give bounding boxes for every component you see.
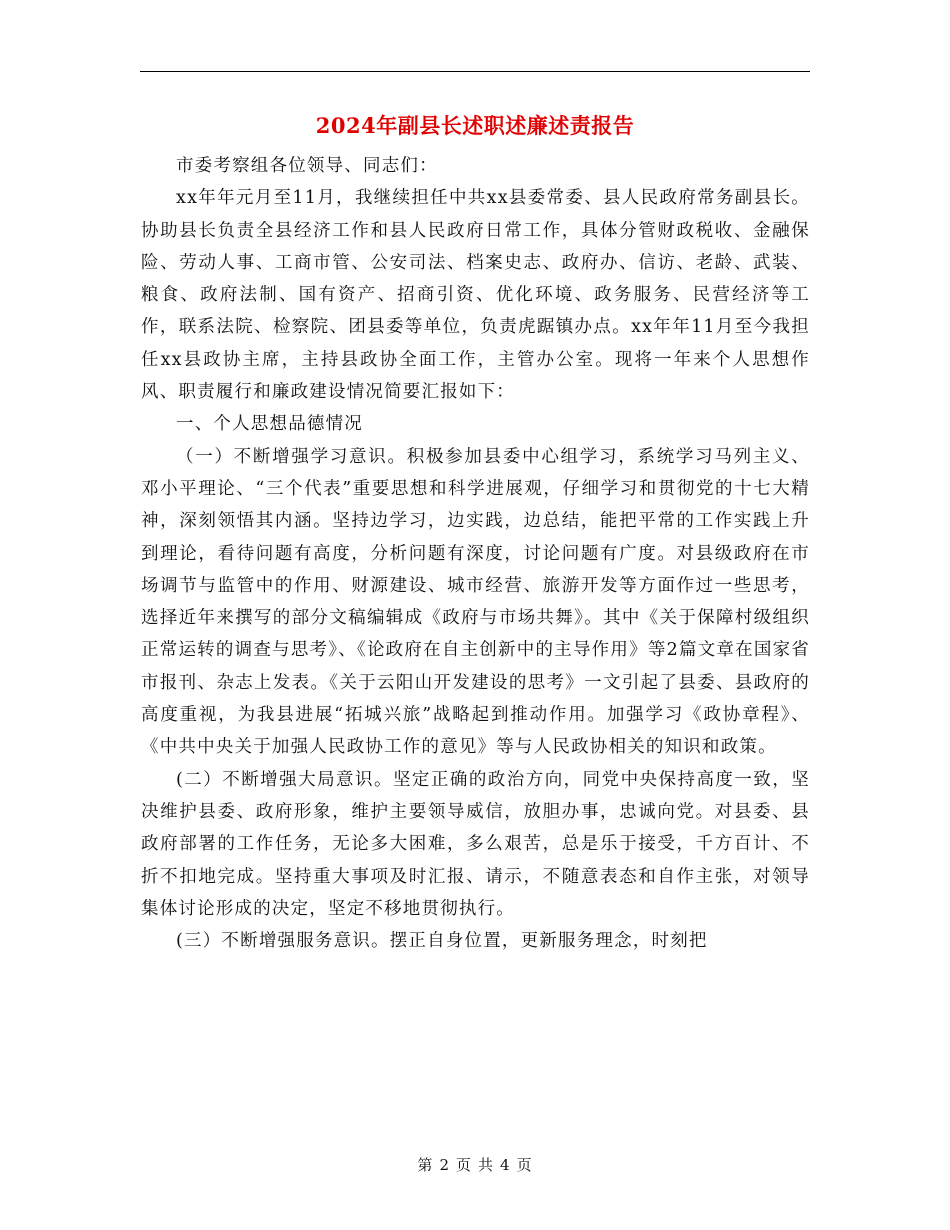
total-label-suffix: 页 [516, 1156, 533, 1174]
paragraph-study-awareness: （一）不断增强学习意识。积极参加县委中心组学习，系统学习马列主义、邓小平理论、“三个代表”重要思想和科学进展观，仔细学习和贯彻党的十七大精神，深刻领悟其内涵。坚持边学习，边实践，边总结，能把平常的工作实践上升到理论，看待问题有高度，分析问题有深度，讨论问题有广度。对县级政府在市场调节与监管中的作用、财源建设、城市经营、旅游开发等方面作过一些思考，选择近年来撰写的部分文稿编辑成《政府与市场共舞》。其中《关于保障村级组织正常运转的调查与思考》、《论政府在自主创新中的主导作用》等2篇文章在国家省市报刊、杂志上发表。《关于云阳山开发建设的思考》一文引起了县委、县政府的高度重视，为我县进展“拓城兴旅”战略起到推动作用。加强学习《政协章程》、《中共中央关于加强人民政协工作的意见》等与人民政协相关的知识和政策。 [141, 446, 810, 758]
header-rule [140, 71, 810, 72]
paragraph-service-awareness: (三）不断增强服务意识。摆正自身位置，更新服务理念，时刻把 [176, 931, 708, 952]
paragraph-intro: xx年年元月至11月，我继续担任中共xx县委常委、县人民政府常务副县长。协助县长负责全县经济工作和县人民政府日常工作，具体分管财政税收、金融保险、劳动人事、工商市管、公安司法、档案史志、政府办、信访、老龄、武装、粮食、政府法制、国有资产、招商引资、优化环境、政务服务、民营经济等工作，联系法院、检察院、团县委等单位，负责虎踞镇办点。xx年年11月至今我担任xx县政协主席，主持县政协全面工作，主管办公室。现将一年来个人思想作风、职责履行和廉政建设情况简要汇报如下： [141, 188, 810, 403]
page-label-mid: 页 [455, 1156, 472, 1174]
page-label-prefix: 第 [417, 1156, 434, 1174]
total-label-prefix: 共 [478, 1156, 495, 1174]
section-heading: 一、个人思想品德情况 [176, 414, 363, 435]
page-footer [140, 1154, 810, 1175]
paragraph-overall-awareness: (二）不断增强大局意识。坚定正确的政治方向，同党中央保持高度一致，坚决维护县委、政府形象，维护主要领导威信，放胆办事，忠诚向党。对县委、县政府部署的工作任务，无论多大困难，多么艰苦，总是乐于接受，千方百计、不折不扣地完成。坚持重大事项及时汇报、请示，不随意表态和自作主张，对领导集体讨论形成的决定，坚定不移地贯彻执行。 [141, 769, 810, 919]
document-body [141, 150, 810, 957]
page-number: 2 [439, 1156, 450, 1174]
total-pages: 4 [500, 1156, 511, 1174]
salutation: 市委考察组各位领导、同志们： [176, 156, 438, 176]
document-title: 2024年副县长述职述廉述责报告 [315, 113, 635, 138]
